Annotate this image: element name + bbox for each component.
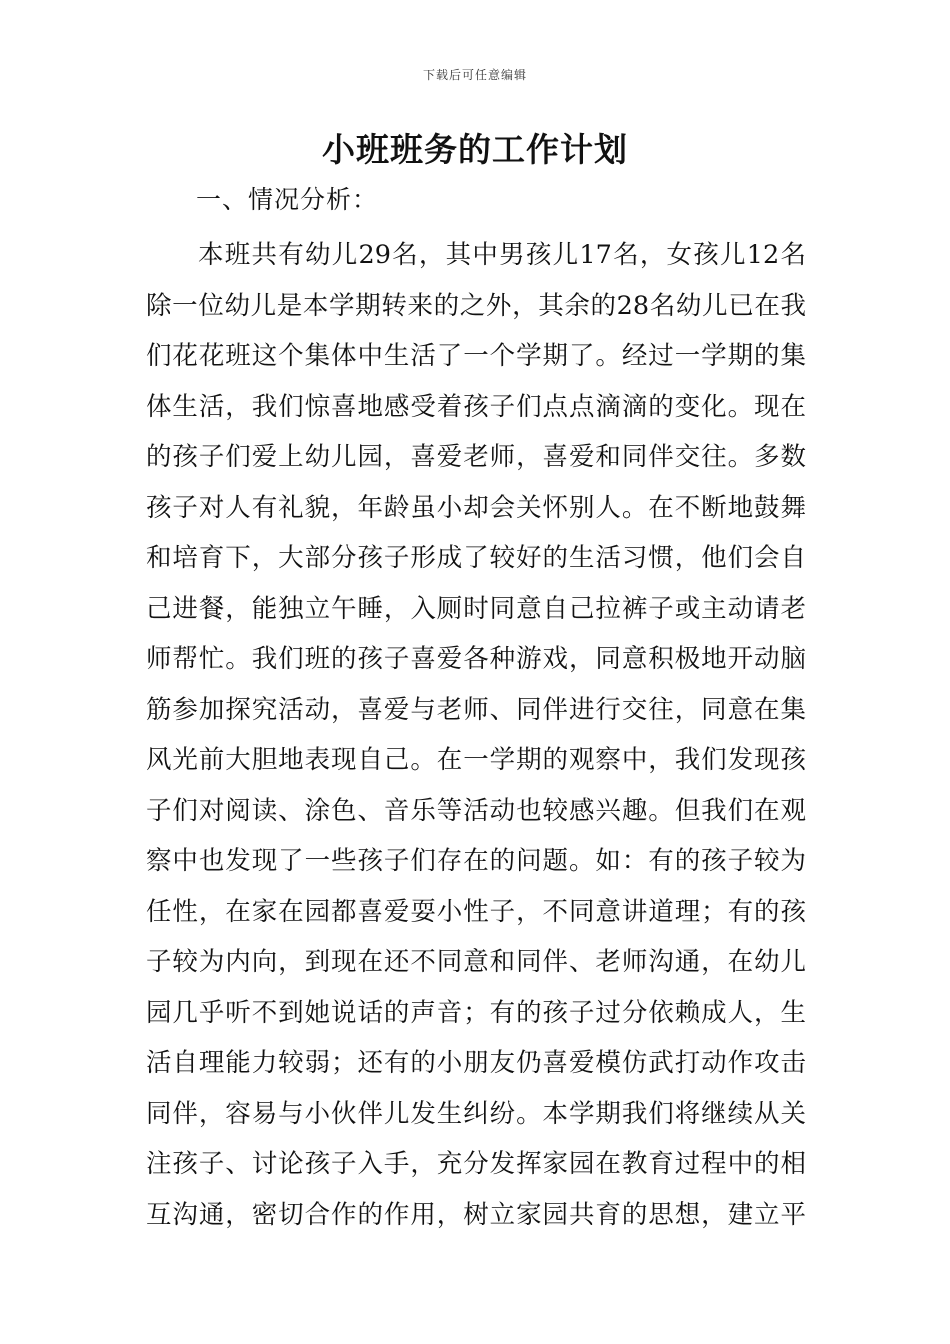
paragraph-line: 察中也发现了一些孩子们存在的问题。如：有的孩子较为 bbox=[146, 846, 806, 876]
section-heading: 一、情况分析： bbox=[196, 185, 379, 214]
header-note: 下载后可任意编辑 bbox=[422, 68, 527, 82]
paragraph-line: 注孩子、讨论孩子入手，充分发挥家园在教育过程中的相 bbox=[146, 1149, 806, 1179]
paragraph-line: 子们对阅读、涂色、音乐等活动也较感兴趣。但我们在观 bbox=[146, 795, 806, 826]
paragraph-line: 除一位幼儿是本学期转来的之外，其余的28名幼儿已在我 bbox=[146, 290, 806, 321]
paragraph-line: 任性，在家在园都喜爱耍小性子，不同意讲道理；有的孩 bbox=[146, 896, 806, 927]
paragraph-line: 师帮忙。我们班的孩子喜爱各种游戏，同意积极地开动脑 bbox=[146, 644, 806, 674]
paragraph-line: 互沟通，密切合作的作用，树立家园共育的思想，建立平 bbox=[146, 1199, 806, 1230]
paragraph-line: 己进餐，能独立午睡，入厕时同意自己拉裤子或主动请老 bbox=[146, 593, 806, 624]
paragraph-line: 和培育下，大部分孩子形成了较好的生活习惯，他们会自 bbox=[146, 543, 806, 573]
body-paragraph bbox=[146, 230, 806, 1240]
paragraph-line: 的孩子们爱上幼儿园，喜爱老师，喜爱和同伴交往。多数 bbox=[146, 442, 806, 472]
paragraph-line: 子较为内向，到现在还不同意和同伴、老师沟通，在幼儿 bbox=[146, 947, 806, 977]
paragraph-line: 筋参加探究活动，喜爱与老师、同伴进行交往，同意在集 bbox=[146, 694, 806, 725]
document-title: 小班班务的工作计划 bbox=[322, 130, 628, 169]
paragraph-line: 体生活，我们惊喜地感受着孩子们点点滴滴的变化。现在 bbox=[146, 391, 806, 422]
paragraph-line: 们花花班这个集体中生活了一个学期了。经过一学期的集 bbox=[146, 341, 806, 371]
paragraph-line: 本班共有幼儿29名，其中男孩儿17名，女孩儿12名 bbox=[198, 240, 806, 270]
paragraph-line: 同伴，容易与小伙伴儿发生纠纷。本学期我们将继续从关 bbox=[146, 1098, 806, 1129]
paragraph-line: 风光前大胆地表现自己。在一学期的观察中，我们发现孩 bbox=[146, 745, 806, 775]
paragraph-line: 孩子对人有礼貌，年龄虽小却会关怀别人。在不断地鼓舞 bbox=[146, 492, 806, 523]
paragraph-line: 活自理能力较弱；还有的小朋友仍喜爱模仿武打动作攻击 bbox=[146, 1048, 806, 1078]
paragraph-line: 园几乎听不到她说话的声音；有的孩子过分依赖成人，生 bbox=[146, 997, 806, 1028]
